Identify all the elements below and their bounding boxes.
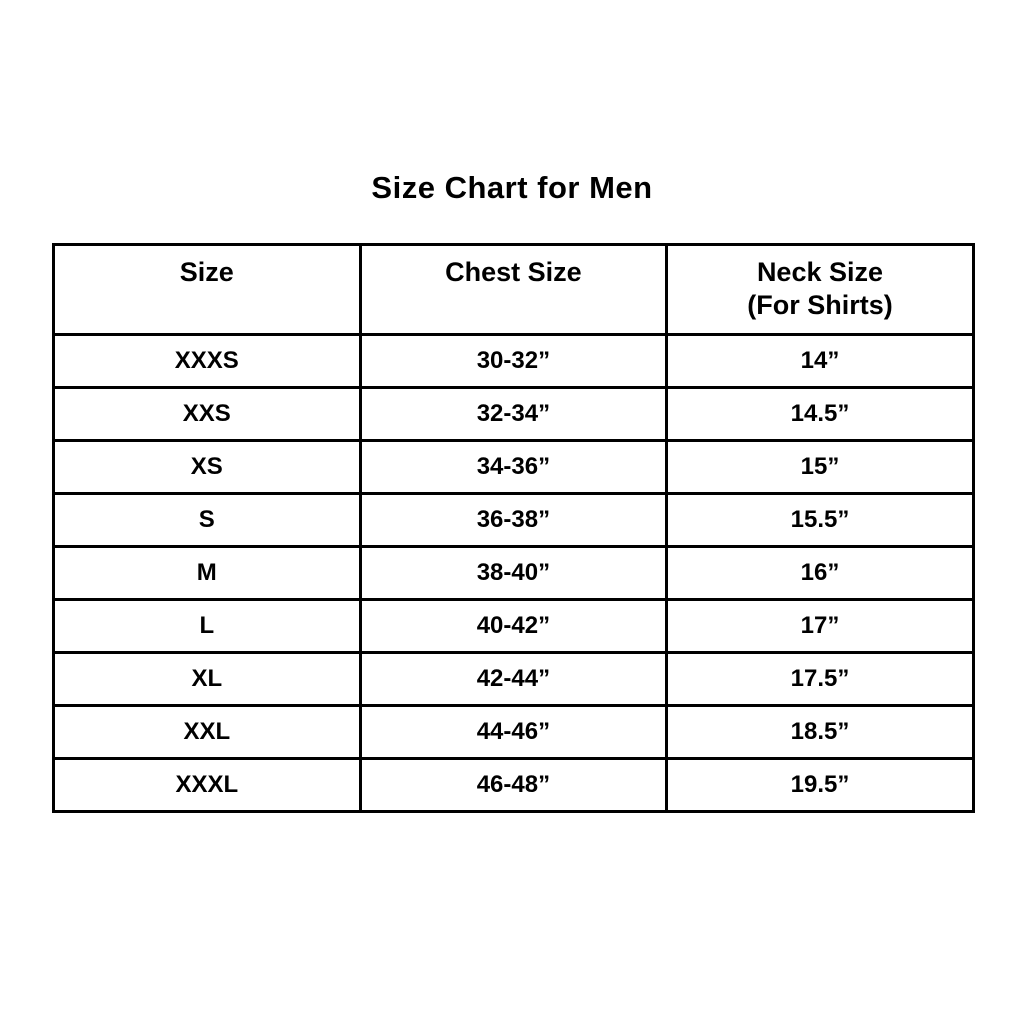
table-row [54, 494, 974, 547]
header-neck-size-line1: Neck Size [756, 257, 884, 287]
neck-size-cell: 19.5” [667, 759, 974, 812]
size-cell: XXS [54, 388, 361, 441]
size-cell: XXXS [54, 335, 361, 388]
header-row [54, 245, 974, 335]
chest-size-cell: 42-44” [360, 653, 667, 706]
chest-size-cell: 32-34” [360, 388, 667, 441]
size-cell: M [54, 547, 361, 600]
chest-size-cell: 46-48” [360, 759, 667, 812]
table-row [54, 653, 974, 706]
header-neck-size [667, 245, 974, 335]
size-chart-table [52, 243, 975, 813]
table-row [54, 441, 974, 494]
table-row [54, 335, 974, 388]
neck-size-cell: 16” [667, 547, 974, 600]
neck-size-cell: 15.5” [667, 494, 974, 547]
chest-size-cell: 44-46” [360, 706, 667, 759]
table-row [54, 388, 974, 441]
size-cell: XL [54, 653, 361, 706]
neck-size-cell: 17.5” [667, 653, 974, 706]
chest-size-cell: 30-32” [360, 335, 667, 388]
chest-size-cell: 40-42” [360, 600, 667, 653]
neck-size-cell: 14.5” [667, 388, 974, 441]
neck-size-cell: 14” [667, 335, 974, 388]
table-row [54, 600, 974, 653]
chest-size-cell: 38-40” [360, 547, 667, 600]
neck-size-cell: 15” [667, 441, 974, 494]
neck-size-cell: 18.5” [667, 706, 974, 759]
table-row [54, 759, 974, 812]
neck-size-cell: 17” [667, 600, 974, 653]
table-header [54, 245, 974, 335]
size-cell: XXXL [54, 759, 361, 812]
page-title: Size Chart for Men [371, 170, 653, 205]
size-cell: S [54, 494, 361, 547]
chest-size-cell: 36-38” [360, 494, 667, 547]
header-size: Size [54, 245, 361, 335]
table-row [54, 706, 974, 759]
header-chest-size: Chest Size [360, 245, 667, 335]
size-cell: XS [54, 441, 361, 494]
table-body [54, 335, 974, 812]
size-cell: L [54, 600, 361, 653]
table-row [54, 547, 974, 600]
chest-size-cell: 34-36” [360, 441, 667, 494]
size-cell: XXL [54, 706, 361, 759]
header-neck-size-line2: (For Shirts) [747, 290, 893, 320]
